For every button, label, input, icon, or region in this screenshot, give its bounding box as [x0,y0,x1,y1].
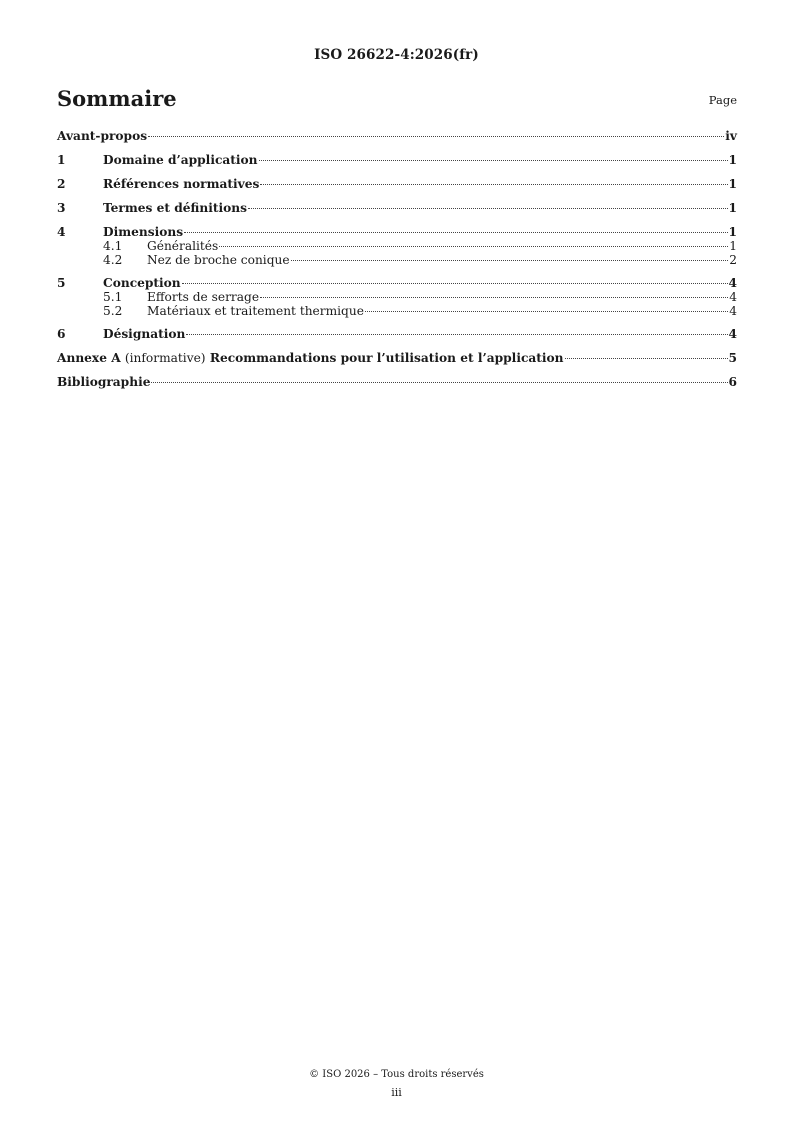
toc-entry-number: 5.1 [103,290,123,304]
toc-entry-foreword[interactable] [57,129,737,144]
toc-entry-page: 4 [729,290,737,304]
page-column-label: Page [708,93,737,107]
dot-leader [219,246,728,247]
toc-entry-label: Domaine d’application [103,153,258,167]
page-number: iii [391,1086,402,1099]
toc-entry-page: 6 [728,375,737,389]
toc-entry-label: Références normatives [103,177,260,191]
annex-informative-note: (informative) [124,351,206,365]
dot-leader [184,232,727,233]
toc-entry-page: 2 [729,252,737,267]
toc-entry-page: 1 [728,201,737,215]
page-footer [0,1066,793,1102]
toc-entry-number: 6 [57,327,66,341]
toc-entry-number: 5.2 [103,303,123,318]
toc-entry-page: 4 [728,327,737,341]
copyright-notice: © ISO 2026 – Tous droits réservés [309,1069,484,1080]
toc-entry-scope[interactable] [57,153,737,168]
toc-entry-page: 1 [728,225,737,239]
toc-entry-dimensions[interactable] [57,225,737,240]
toc-entry-page: 4 [729,303,737,318]
annex-title: Recommandations pour l’utilisation et l’application [209,351,564,365]
toc-entry-clamping-forces[interactable] [57,291,737,305]
toc-entry-label: Nez de broche conique [147,252,290,267]
dot-leader [260,184,727,185]
dot-leader [291,260,729,261]
dot-leader [260,297,728,298]
toc-entry-label: Termes et définitions [103,201,247,215]
toc-entry-number: 5 [57,276,66,290]
toc-entry-designation[interactable] [57,327,737,342]
toc-entry-page: iv [725,129,737,143]
dot-leader [151,382,727,383]
table-of-contents [57,129,737,390]
toc-title: Sommaire [57,86,177,111]
toc-entry-page: 1 [728,153,737,167]
annex-label: Annexe A [57,351,121,365]
dot-leader [182,283,728,284]
toc-entry-number: 1 [57,153,66,167]
toc-entry-normative-references[interactable] [57,177,737,192]
toc-entry-annex-a[interactable] [57,351,737,366]
toc-entry-label: Efforts de serrage [147,290,260,304]
toc-entry-page: 5 [728,351,737,365]
toc-entry-label: Désignation [103,327,186,341]
dot-leader [186,334,727,335]
toc-entry-conical-spindle-nose[interactable] [57,254,737,268]
toc-entry-label: Bibliographie [57,375,151,389]
toc-entry-number: 2 [57,177,66,191]
toc-entry-label: Dimensions [103,225,184,239]
toc-entry-number: 3 [57,201,66,215]
toc-entry-terms-definitions[interactable] [57,201,737,216]
toc-entry-label: Conception [103,276,181,290]
toc-entry-number: 4.2 [103,252,123,267]
toc-entry-bibliography[interactable] [57,375,737,390]
toc-entry-generalities[interactable] [57,240,737,254]
dot-leader [248,208,728,209]
dot-leader [365,311,728,312]
toc-entry-design[interactable] [57,276,737,291]
toc-entry-number: 4.1 [103,239,123,253]
dot-leader [259,160,728,161]
toc-entry-label: Matériaux et traitement thermique [147,303,364,318]
toc-entry-label [57,351,564,366]
toc-title-row [57,86,737,116]
dot-leader [565,358,728,359]
toc-entry-label: Généralités [147,239,219,253]
document-id-header: ISO 26622-4:2026(fr) [314,47,479,63]
toc-entry-materials-heat-treatment[interactable] [57,305,737,319]
toc-entry-label: Avant-propos [57,129,148,143]
toc-entry-number: 4 [57,225,66,239]
dot-leader [148,136,724,137]
toc-entry-page: 4 [728,276,737,290]
toc-entry-page: 1 [729,239,737,253]
toc-entry-page: 1 [728,177,737,191]
